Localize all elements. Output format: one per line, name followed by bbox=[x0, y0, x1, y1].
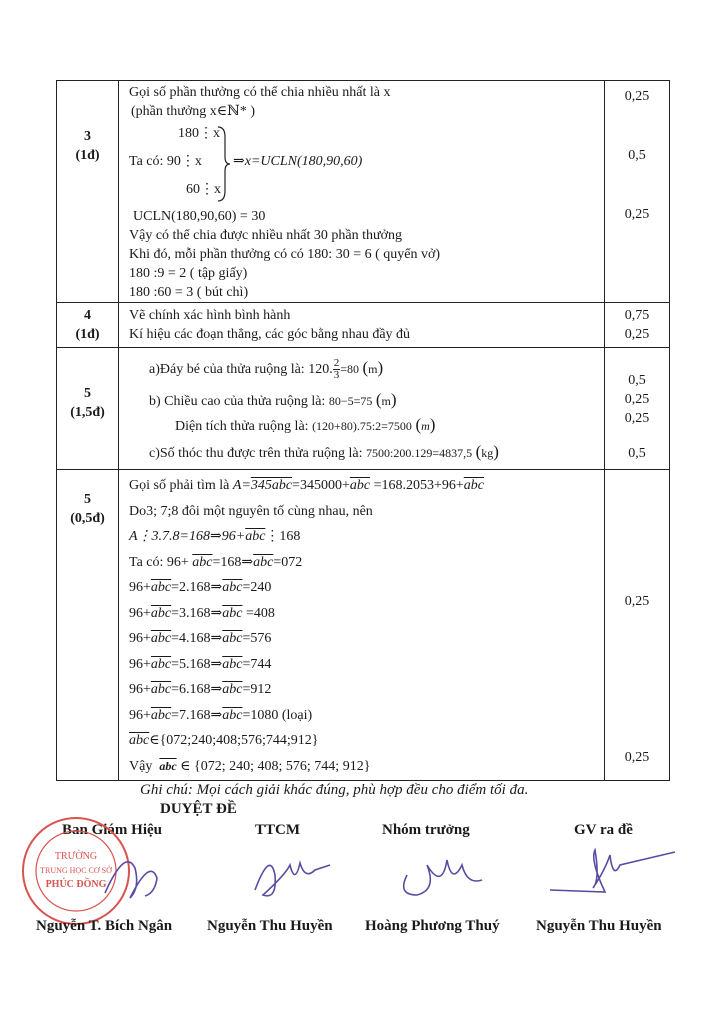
q5a-score-1: 0,5 bbox=[628, 373, 646, 388]
signature-principal-icon bbox=[95, 838, 165, 908]
question-3-row bbox=[57, 81, 670, 303]
q5a-score-2: 0,25 bbox=[624, 392, 650, 407]
question-5a-row bbox=[57, 348, 670, 470]
q5a-score-3: 0,25 bbox=[624, 411, 650, 426]
q5b-final-line: Vậy $\overline{abc}$ ∈ {072; 240; 408; 576; 744; 912} bbox=[129, 758, 371, 774]
q5a-part-c: c)Số thóc thu được trên thửa ruộng là: 7500:200.129=4837,5 (kg) bbox=[149, 442, 499, 461]
q5b-case-row: $96+\overline{abc}=7.168\Rightarrow\overline{abc}=1080$ (loại) bbox=[129, 707, 313, 723]
q5b-line-1: Gọi số phải tìm là $A=345abc=345000+\overline{abc} =168.2053+96+\overline{abc}$ bbox=[129, 478, 484, 493]
q3-conclude-1: Vậy có thể chia được nhiều nhất 30 phần thưởng bbox=[129, 228, 402, 243]
q5b-case-row: $96+\overline{abc}=5.168\Rightarrow\overline{abc}=744$ bbox=[129, 656, 272, 672]
signature-ttcm-icon bbox=[245, 845, 335, 905]
q5a-label: 5 bbox=[84, 386, 91, 401]
q4-points: (1đ) bbox=[75, 327, 100, 342]
q3-conclude-4: 180 :60 = 3 ( bút chì) bbox=[129, 285, 249, 300]
approval-heading: DUYỆT ĐỀ bbox=[160, 801, 237, 817]
question-5b-row bbox=[57, 470, 670, 781]
q4-line-1: Vẽ chính xác hình bình hành bbox=[129, 308, 291, 323]
q3-div-60: 60⋮x bbox=[186, 182, 221, 197]
q5b-score-1: 0,25 bbox=[624, 594, 650, 609]
name-group-leader: Hoàng Phương Thuý bbox=[365, 918, 500, 934]
q5b-points: (0,5đ) bbox=[70, 511, 105, 526]
q5a-area: Diện tích thửa ruộng là: (120+80).75:2=7500 (m) bbox=[175, 415, 436, 434]
q3-gcd-line: UCLN(180,90,60) = 30 bbox=[133, 209, 266, 224]
q3-label: 3 bbox=[84, 129, 91, 144]
q5b-set-line: $\overline{abc}\in\{072;240;408;576;744;912\}$ bbox=[129, 733, 319, 748]
svg-text:TRƯỜNG: TRƯỜNG bbox=[54, 851, 98, 862]
q3-div-180: 180⋮x bbox=[178, 126, 220, 141]
name-principal: Nguyễn T. Bích Ngân bbox=[36, 918, 173, 934]
q5b-line-4: Ta có: $96+ \overline{abc}=168\Rightarrow\overline{abc}=072$ bbox=[129, 554, 303, 570]
q5b-line-3: $A⋮3.7.8=168\Rightarrow 96+\overline{abc}⋮168$ bbox=[129, 529, 301, 544]
q5b-case-row: $96+\overline{abc}=2.168\Rightarrow\overline{abc}=240$ bbox=[129, 580, 272, 595]
brace-icon bbox=[216, 125, 232, 203]
q3-points: (1đ) bbox=[75, 148, 100, 163]
svg-text:TRUNG HỌC CƠ SỞ: TRUNG HỌC CƠ SỞ bbox=[40, 866, 112, 875]
q5b-line-2: Do3; 7;8 đôi một nguyên tố cùng nhau, nên bbox=[129, 503, 373, 519]
q3-conclude-2: Khi đó, mỗi phần thưởng có có 180: 30 = 6 ( quyển vở) bbox=[129, 247, 441, 262]
footnote: Ghi chú: Mọi cách giải khác đúng, phù hợp đều cho điểm tối đa. bbox=[140, 782, 529, 798]
question-4-row bbox=[57, 303, 670, 348]
q5b-case-row: $96+\overline{abc}=6.168\Rightarrow\overline{abc}=912$ bbox=[129, 682, 272, 697]
q3-div-90: Ta có: 90⋮x bbox=[129, 154, 202, 169]
q5b-case-row: $96+\overline{abc}=3.168\Rightarrow\overline{abc} =408$ bbox=[129, 605, 275, 621]
q5a-points: (1,5đ) bbox=[70, 405, 105, 420]
q5a-part-b: b) Chiều cao của thửa ruộng là: 80−5=75 (m) bbox=[149, 390, 397, 409]
q3-gcd-implication: ⇒x=UCLN(180,90,60) bbox=[233, 154, 363, 169]
q4-score-1: 0,75 bbox=[624, 308, 650, 323]
q3-intro-1: Gọi số phần thưởng có thể chia nhiều nhất là x bbox=[129, 85, 391, 100]
q3-conclude-3: 180 :9 = 2 ( tập giấy) bbox=[129, 266, 248, 281]
q5b-case-row: $96+\overline{abc}=4.168\Rightarrow\overline{abc}=576$ bbox=[129, 631, 272, 646]
q5a-part-a: a)Đáy bé của thửa ruộng là: 120. $\frac{2}{3}$ =80 (m) bbox=[149, 357, 384, 382]
name-ttcm: Nguyễn Thu Huyền bbox=[207, 918, 333, 934]
signature-author-icon bbox=[545, 840, 685, 900]
q4-label: 4 bbox=[84, 308, 91, 323]
role-principal: Ban Giám Hiệu bbox=[62, 822, 163, 838]
q3-score-1: 0,25 bbox=[624, 89, 650, 104]
signature-group-leader-icon bbox=[392, 845, 492, 905]
role-ttcm: TTCM bbox=[255, 822, 300, 838]
q3-intro-2: (phần thưởng x∈ℕ* ) bbox=[131, 104, 256, 119]
role-group-leader: Nhóm trưởng bbox=[382, 822, 470, 838]
q5a-score-4: 0,5 bbox=[628, 446, 646, 461]
fraction-2-3: $\frac{2}{3}$ bbox=[333, 357, 340, 382]
q3-score-2: 0,5 bbox=[628, 148, 646, 163]
q5b-score-2: 0,25 bbox=[624, 750, 650, 765]
q3-divisibility-system bbox=[129, 121, 604, 205]
q4-line-2: Kí hiệu các đoạn thẳng, các góc bằng nhau đầy đủ bbox=[129, 327, 411, 342]
q5b-label: 5 bbox=[84, 492, 91, 507]
answer-table bbox=[56, 80, 670, 781]
role-author: GV ra đề bbox=[574, 822, 633, 838]
name-author: Nguyễn Thu Huyền bbox=[536, 918, 662, 934]
svg-text:PHÚC ĐỒNG: PHÚC ĐỒNG bbox=[45, 879, 107, 890]
q4-score-2: 0,25 bbox=[624, 327, 650, 342]
q3-score-3: 0,25 bbox=[624, 207, 650, 222]
